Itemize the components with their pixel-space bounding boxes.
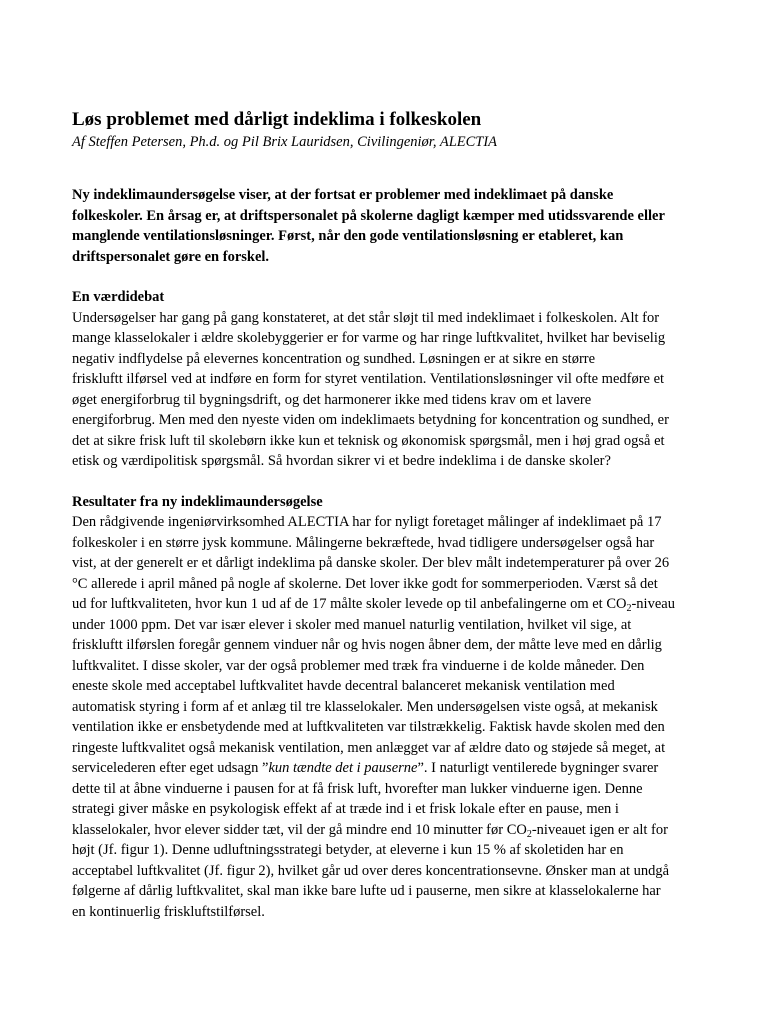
paragraph-line: friskluftt ilførslen foregår gennem vinduer når og hvis nogen åbner dem, der måtte leve med en dårlig — [72, 637, 662, 653]
paragraph-line: det at sikre frisk luft til skolebørn ikke kun et teknisk og økonomisk spørgsmål, men i høj grad også et — [72, 432, 665, 449]
paragraph-line: følgerne af dårlig luftkvalitet, skal man ikke bare lufte ud i pauserne, men sikre at klasselokalerne har — [72, 883, 661, 899]
article-title: Løs problemet med dårligt indeklima i folkeskolen — [72, 109, 482, 130]
paragraph-line — [72, 594, 702, 615]
paragraph-line: Den rådgivende ingeniørvirksomhed ALECTIA har for nyligt foretaget målinger af indeklimaet på 17 — [72, 514, 662, 530]
paragraph-line: øget energiforbrug til bygningsdrift, og det harmonerer ikke med tidens krav om et lavere — [72, 391, 592, 408]
paragraph-line — [72, 820, 702, 841]
lead-line: driftspersonalet gøre en forskel. — [72, 248, 270, 265]
lead-line: manglende ventilationsløsninger. Først, når den gode ventilationsløsning er etableret, kan — [72, 228, 624, 244]
lead-line: Ny indeklimaundersøgelse viser, at der fortsat er problemer med indeklimaet på danske — [72, 187, 614, 203]
paragraph-line — [72, 758, 702, 779]
lead-line: folkeskoler. En årsag er, at driftspersonalet på skolerne dagligt kæmper med utidssvarende eller — [72, 207, 665, 224]
paragraph-line: negativ indflydelse på elevernes koncentration og sundhed. Løsningen er at sikre en større — [72, 350, 596, 367]
text-run: ”. I naturligt ventilerede bygninger svarer — [417, 760, 659, 776]
section-heading: En værdidebat — [72, 289, 165, 305]
paragraph-line: dette til at åbne vinduerne i pausen for at få frisk luft, hvorefter man lukker vinduerne igen. Denne — [72, 780, 643, 797]
text-run: servicelederen efter eget udsagn ” — [72, 760, 269, 776]
paragraph-line: strategi giver måske en psykologisk effekt af at træde ind i et frisk lokale efter en pause, men i — [72, 801, 619, 817]
text-run: klasselokaler, hvor elever sidder tæt, vil der gå mindre end 10 minutter før CO — [72, 821, 527, 838]
document-page — [72, 108, 702, 922]
section-vaerdidebat — [72, 287, 702, 472]
text-run: -niveau — [631, 596, 675, 612]
paragraph-line: højt (Jf. figur 1). Denne udluftningsstrategi betyder, at eleverne i kun 15 % af skoletiden har en — [72, 842, 624, 858]
paragraph-line: ringeste luftkvalitet også mekanisk ventilation, men anlægget var af ældre dato og støjede så meget, at — [72, 739, 666, 756]
quoted-emphasis: kun tændte det i pauserne — [268, 760, 418, 776]
paragraph-line: folkeskoler i en større jysk kommune. Målingerne bekræftede, hvad tidligere undersøgelser også har — [72, 534, 655, 551]
paragraph-line: vist, at der generelt er et dårligt indeklima på danske skoler. Der blev målt indetemperaturer på over 26 — [72, 555, 670, 571]
text-run: -niveauet igen er alt for — [531, 821, 668, 838]
paragraph-line: etisk og værdipolitisk spørgsmål. Så hvordan sikrer vi et bedre indeklima i de danske skoler? — [72, 453, 611, 469]
paragraph-line: mange klasselokaler i ældre skolebyggerier er for varme og har ringe luftkvalitet, hvilket har beviselig — [72, 330, 666, 346]
paragraph-line: eneste skole med acceptabel luftkvalitet havde decentral balanceret mekanisk ventilation med — [72, 678, 615, 694]
subscript: 2 — [626, 603, 632, 614]
paragraph-line: under 1000 ppm. Det var især elever i skoler med manuel naturlig ventilation, hvilket vil sige, at — [72, 616, 632, 633]
paragraph-line: °C allerede i april måned på nogle af skolerne. Det lover ikke godt for sommerperioden. Værst så det — [72, 575, 658, 592]
article-byline: Af Steffen Petersen, Ph.d. og Pil Brix Lauridsen, Civilingeniør, ALECTIA — [72, 134, 498, 150]
text-run: ud for luftkvaliteten, hvor kun 1 ud af de 17 målte skoler levede op til anbefalingerne om et CO — [72, 596, 627, 612]
section-heading: Resultater fra ny indeklimaundersøgelse — [72, 493, 323, 510]
lead-paragraph — [72, 185, 702, 267]
subscript: 2 — [526, 828, 532, 840]
paragraph-line: Undersøgelser har gang på gang konstateret, at det står sløjt til med indeklimaet i folkeskolen. Alt for — [72, 309, 660, 326]
paragraph-line: ventilation ikke er ensbetydende med at luftkvaliteten var tilstrækkelig. Faktisk havde skolen med den — [72, 719, 665, 735]
paragraph-line: en kontinuerlig friskluftstilførsel. — [72, 903, 265, 920]
paragraph-line: automatisk styring i form af et anlæg til tre klasselokaler. Men undersøgelsen viste også, at mekanisk — [72, 698, 658, 715]
paragraph-line: friskluftt ilførsel ved at indføre en form for styret ventilation. Ventilationsløsninger vil ofte medføre et — [72, 371, 665, 387]
paragraph-line: acceptabel luftkvalitet (Jf. figur 2), hvilket går ud over deres koncentrationsevne. Ønsker man at undgå — [72, 862, 670, 879]
section-resultater — [72, 492, 702, 923]
paragraph-line: energiforbrug. Men med den nyeste viden om indeklimaets betydning for koncentration og sundhed, er — [72, 412, 669, 428]
paragraph-line: luftkvalitet. I disse skoler, var der også problemer med træk fra vinduerne i de kolde måneder. Den — [72, 657, 645, 674]
